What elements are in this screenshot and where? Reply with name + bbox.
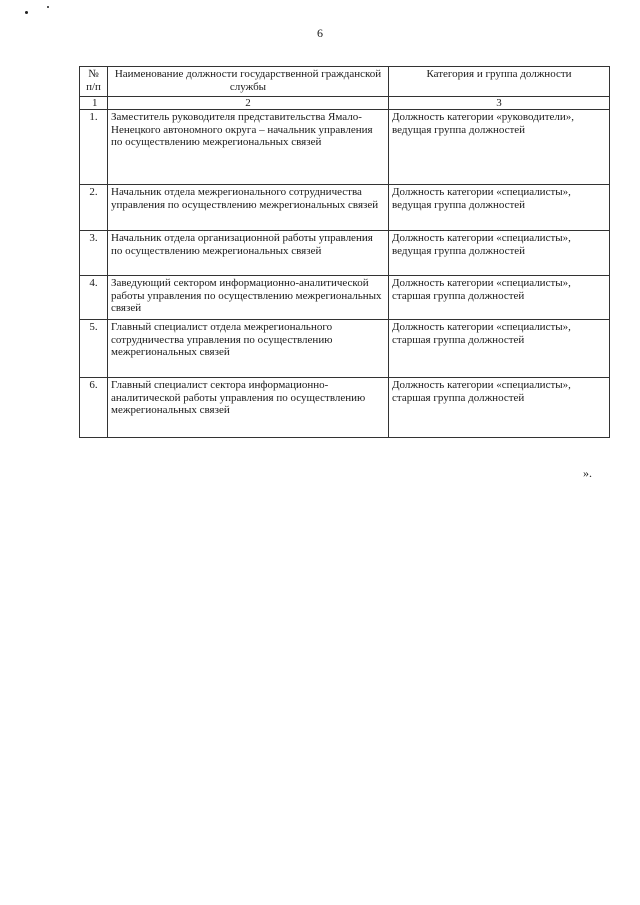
page-number: 6 [317,26,323,40]
table-row [80,185,610,231]
table-row [80,320,610,378]
closing-quote-mark: ». [583,466,592,480]
position-category: Должность категории «руководители», ведущая группа должностей [389,110,610,185]
header-position-name: Наименование должности государственной гражданской службы [108,67,389,97]
column-numbers-row [80,97,610,110]
positions-table [79,66,610,438]
position-name: Главный специалист сектора информационно-аналитической работы управления по осуществлению межрегиональных связей [108,378,389,438]
header-num: № п/п [80,67,108,97]
column-number: 1 [80,97,108,110]
position-category: Должность категории «специалисты», старшая группа должностей [389,320,610,378]
position-name: Заместитель руководителя представительства Ямало-Ненецкого автономного округа – начальник управления по осуществлению межрегиональных связей [108,110,389,185]
position-name: Заведующий сектором информационно-аналитической работы управления по осуществлению межрегиональных связей [108,276,389,320]
row-number: 5. [80,320,108,378]
column-number: 2 [108,97,389,110]
position-name: Главный специалист отдела межрегионального сотрудничества управления по осуществлению межрегиональных связей [108,320,389,378]
column-number: 3 [389,97,610,110]
scan-speck [47,6,49,8]
position-name: Начальник отдела межрегионального сотрудничества управления по осуществлению межрегиональных связей [108,185,389,231]
table-row [80,231,610,276]
table-row [80,378,610,438]
header-category-group: Категория и группа должности [389,67,610,97]
position-name: Начальник отдела организационной работы управления по осуществлению межрегиональных связей [108,231,389,276]
position-category: Должность категории «специалисты», ведущая группа должностей [389,231,610,276]
position-category: Должность категории «специалисты», старшая группа должностей [389,276,610,320]
row-number: 2. [80,185,108,231]
scan-speck [25,11,28,14]
position-category: Должность категории «специалисты», старшая группа должностей [389,378,610,438]
row-number: 6. [80,378,108,438]
position-category: Должность категории «специалисты», ведущая группа должностей [389,185,610,231]
row-number: 1. [80,110,108,185]
table-row [80,276,610,320]
row-number: 4. [80,276,108,320]
row-number: 3. [80,231,108,276]
table-row [80,110,610,185]
table-header-row [80,67,610,97]
